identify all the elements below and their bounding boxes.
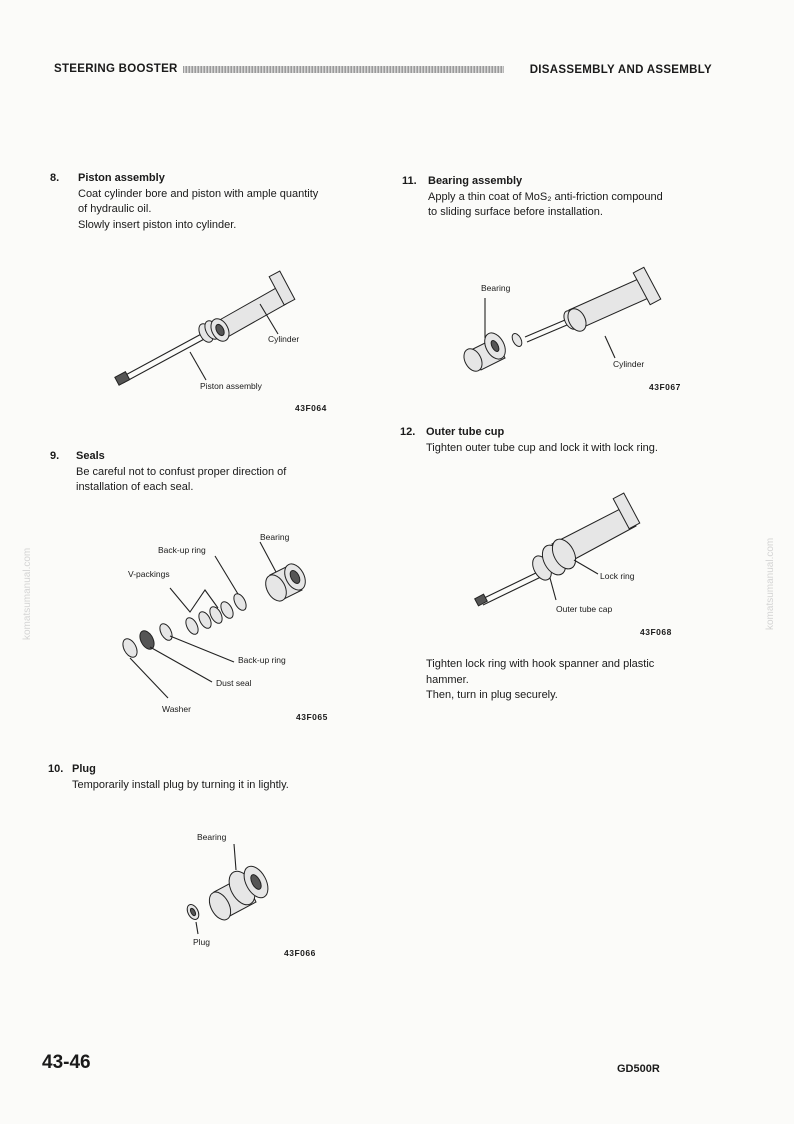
- label-bearing: Bearing: [481, 283, 511, 293]
- label-lock-ring: Lock ring: [600, 571, 635, 581]
- step-number: 8.: [50, 172, 60, 184]
- figure-id: 43F066: [284, 948, 316, 958]
- step-text: Be careful not to confust proper direction of installation of each seal.: [76, 465, 287, 493]
- header-section-title: STEERING BOOSTER: [54, 63, 178, 75]
- step-11: [402, 174, 722, 221]
- step-text: Apply a thin coat of MoS₂ anti-friction compound to sliding surface before installation.: [428, 190, 663, 218]
- label-outer-tube-cap: Outer tube cap: [556, 604, 613, 614]
- step-number: 9.: [50, 450, 60, 462]
- step-title: Seals: [76, 450, 105, 462]
- step-text: Coat cylinder bore and piston with ample quantity of hydraulic oil. Slowly insert piston into cylinder.: [78, 187, 319, 231]
- step-12: [400, 425, 720, 456]
- step-number: 12.: [400, 426, 416, 438]
- label-dust-seal: Dust seal: [216, 678, 252, 688]
- header-chapter-title: DISASSEMBLY AND ASSEMBLY: [529, 64, 712, 76]
- figure-id: 43F064: [295, 403, 327, 413]
- step-9: [50, 449, 370, 496]
- label-bearing: Bearing: [260, 532, 290, 542]
- figure-id: 43F067: [649, 382, 681, 392]
- label-plug: Plug: [193, 937, 211, 947]
- label-bearing: Bearing: [197, 832, 227, 842]
- figure-bearing-assembly: [455, 262, 695, 402]
- label-back-up-ring-bottom: Back-up ring: [238, 655, 286, 665]
- step-12-continued: [426, 657, 726, 704]
- figure-id: 43F065: [296, 712, 328, 722]
- label-washer: Washer: [162, 704, 191, 714]
- figure-id: 43F068: [640, 627, 672, 637]
- page-number: 43-46: [42, 1052, 91, 1073]
- step-number: 11.: [402, 175, 417, 187]
- seals-exploded-drawing: [110, 530, 350, 730]
- step-title: Plug: [72, 763, 96, 775]
- step-title: Outer tube cup: [426, 426, 505, 438]
- watermark-right: komatsumanual.com: [765, 537, 776, 630]
- outer-tube-cup-drawing: [470, 488, 690, 640]
- figure-piston-assembly: [110, 262, 350, 422]
- step-8: [50, 171, 370, 233]
- step-number: 10.: [48, 763, 64, 775]
- step-text: Temporarily install plug by turning it in lightly.: [72, 778, 289, 791]
- label-v-packings: V-packings: [128, 569, 170, 579]
- figure-plug: [180, 830, 330, 960]
- watermark-left: komatsumanual.com: [22, 547, 33, 640]
- figure-outer-tube-cup: [470, 488, 690, 640]
- step-title: Piston assembly: [78, 172, 165, 184]
- label-cylinder: Cylinder: [613, 359, 645, 369]
- step-text: Tighten outer tube cup and lock it with lock ring.: [426, 441, 658, 454]
- step-10: [48, 762, 368, 793]
- label-back-up-ring-top: Back-up ring: [158, 545, 206, 555]
- piston-cylinder-drawing: [110, 262, 350, 422]
- label-piston-assembly: Piston assembly: [200, 381, 262, 391]
- step-title: Bearing assembly: [428, 175, 523, 187]
- figure-seals: [110, 530, 350, 730]
- model-name: GD500R: [617, 1063, 660, 1075]
- step-text: Tighten lock ring with hook spanner and plastic hammer. Then, turn in plug securely.: [426, 658, 655, 701]
- label-cylinder: Cylinder: [268, 334, 300, 344]
- header-rule: [183, 66, 504, 73]
